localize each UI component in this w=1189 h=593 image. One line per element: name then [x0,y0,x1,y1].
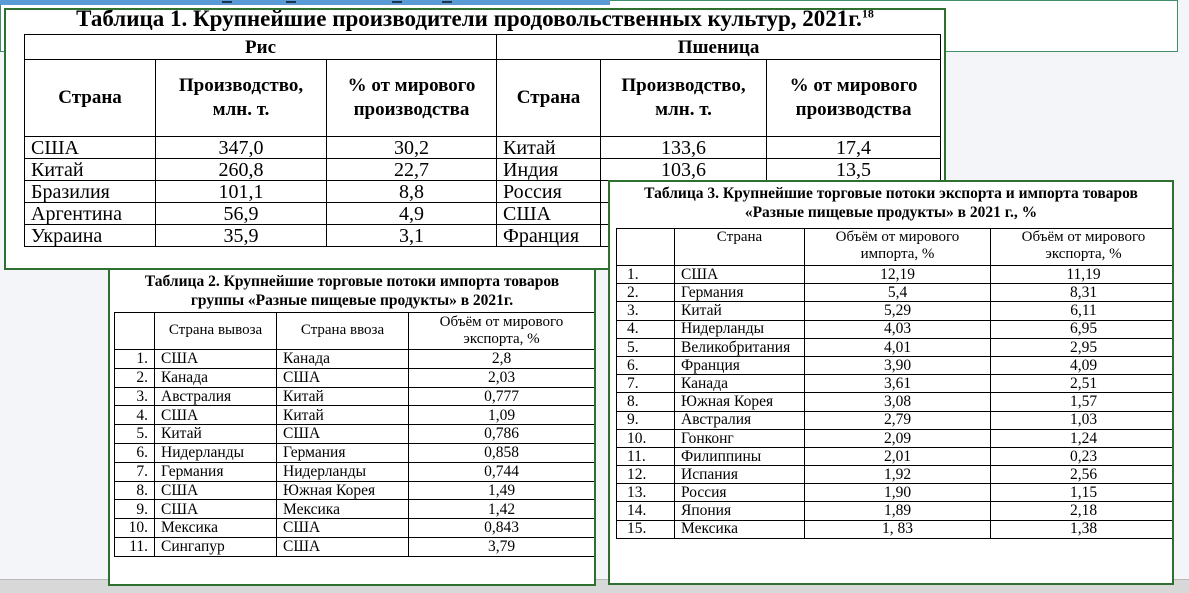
table-cell: 1,49 [409,481,595,500]
table-cell: 101,1 [156,181,327,203]
table-cell: 2,95 [991,338,1175,356]
table-cell: 2,01 [805,447,991,465]
table-cell: США [675,266,805,284]
table-cell: 1. [617,266,675,284]
table-cell: Мексика [277,500,409,519]
table-cell: 1. [115,350,155,369]
selection-highlight-strip [0,0,610,5]
table-cell: 2,56 [991,466,1175,484]
table-cell: 0,843 [409,519,595,538]
text-fragment [442,1,452,3]
table1-title-text: Таблица 1. Крупнейшие производители продовольственных культур, 2021г. [76,8,862,31]
table-cell: США [155,350,277,369]
table-cell: Китай [497,137,601,159]
table-cell: 133,6 [601,137,767,159]
table-cell: 1,89 [805,502,991,520]
table-cell: 4. [115,406,155,425]
table-row [115,443,595,462]
table-row [115,350,595,369]
column-header: Объём от мирового экспорта, % [991,229,1175,266]
table-cell: Китай [155,425,277,444]
table-cell: Великобритания [675,338,805,356]
table-cell: 5. [617,338,675,356]
table-cell: 22,7 [327,159,497,181]
table-row [617,447,1175,465]
table-row [115,406,595,425]
table-row [617,320,1175,338]
table-cell: 2,18 [991,502,1175,520]
table-cell: 10. [617,429,675,447]
column-header: % от мирового производства [327,60,497,137]
table-cell: 9. [617,411,675,429]
table-cell: 11. [617,447,675,465]
table-cell: Аргентина [25,203,156,225]
text-fragment [286,1,296,3]
table-row [617,302,1175,320]
table-cell: Франция [675,356,805,374]
table-cell: 4,01 [805,338,991,356]
table-row [617,484,1175,502]
table-cell: 0,858 [409,443,595,462]
table1-title [6,8,944,32]
table-cell: 56,9 [156,203,327,225]
table-cell: 12. [617,466,675,484]
table-cell: США [155,481,277,500]
table-cell: США [277,537,409,556]
table-cell: 2,79 [805,411,991,429]
column-header: Производство, млн. т. [601,60,767,137]
table-cell: Южная Корея [277,481,409,500]
table-cell: 8. [617,393,675,411]
table3-title [610,184,1172,222]
table-row [617,284,1175,302]
group-header-wheat: Пшеница [497,35,941,60]
table-row [617,520,1175,538]
table2-title-line1: Таблица 2. Крупнейшие торговые потоки импорта товаров [144,273,560,290]
table3 [616,228,1174,539]
table-cell: Южная Корея [675,393,805,411]
table-cell: 7. [115,462,155,481]
table-cell: Испания [675,466,805,484]
table-cell: 17,4 [767,137,941,159]
table-cell: 9. [115,500,155,519]
table-cell: 3,61 [805,375,991,393]
table-row [617,429,1175,447]
table2-image-panel [108,268,596,586]
table-row [115,462,595,481]
table-cell: 35,9 [156,225,327,247]
table-row [617,375,1175,393]
table-cell: 5,4 [805,284,991,302]
table-row [25,159,941,181]
table-row [617,393,1175,411]
table-cell: Гонконг [675,429,805,447]
column-header [115,313,155,350]
table-row [115,387,595,406]
table-cell: США [277,368,409,387]
table-cell: США [277,519,409,538]
text-fragment [222,1,232,3]
table-row [617,266,1175,284]
table2-title [110,272,594,310]
table-row [115,368,595,387]
table-row [617,466,1175,484]
table-cell: 12,19 [805,266,991,284]
table-cell: Канада [277,350,409,369]
table-cell: Мексика [155,519,277,538]
table-cell: 0,786 [409,425,595,444]
column-header: Страна [497,60,601,137]
table-cell: 4,9 [327,203,497,225]
table-cell: 1,24 [991,429,1175,447]
table-cell: Китай [25,159,156,181]
table-cell: Китай [675,302,805,320]
table-cell: 7. [617,375,675,393]
table-cell: Россия [497,181,601,203]
column-header: Объём от мирового экспорта, % [409,313,595,350]
table-cell: 1,38 [991,520,1175,538]
table-cell: 30,2 [327,137,497,159]
table-cell: Индия [497,159,601,181]
column-header: Страна вывоза [155,313,277,350]
table-cell: 3,79 [409,537,595,556]
table-cell: Канада [155,368,277,387]
table-cell: 1,90 [805,484,991,502]
table1-footnote-marker: 18 [861,8,874,21]
table-cell: США [497,203,601,225]
table-row [617,502,1175,520]
table-cell: Австралия [675,411,805,429]
table-cell: 8. [115,481,155,500]
table-cell: 103,6 [601,159,767,181]
table2-title-line2: группы «Разные пищевые продукты» в 2021г. [190,292,514,309]
table-cell: 2,51 [991,375,1175,393]
table-cell: 0,744 [409,462,595,481]
table-cell: 2,8 [409,350,595,369]
column-header [617,229,675,266]
table-cell: 3,90 [805,356,991,374]
table-row [617,338,1175,356]
table-cell: США [155,406,277,425]
table-cell: Франция [497,225,601,247]
table-cell: Китай [277,406,409,425]
table-row [617,356,1175,374]
table-cell: 3,08 [805,393,991,411]
table-row [115,425,595,444]
table-cell: 2,09 [805,429,991,447]
table-cell: 5,29 [805,302,991,320]
table-cell: 1,42 [409,500,595,519]
table-cell: 13,5 [767,159,941,181]
table-cell: 3. [115,387,155,406]
text-fragment [392,1,402,3]
table-cell: 1,57 [991,393,1175,411]
table-cell: Китай [277,387,409,406]
table3-header-row [617,229,1175,266]
table-cell: 3. [617,302,675,320]
table-cell: 4. [617,320,675,338]
table-cell: 10. [115,519,155,538]
table-cell: Мексика [675,520,805,538]
table-cell: 4,09 [991,356,1175,374]
table-cell: Япония [675,502,805,520]
table-cell: Сингапур [155,537,277,556]
table-cell: 1,03 [991,411,1175,429]
table-cell: 2. [617,284,675,302]
table3-title-line2: «Разные пищевые продукты» в 2021 г., % [744,204,1038,221]
table-cell: Нидерланды [277,462,409,481]
table-cell: 347,0 [156,137,327,159]
table-cell: США [25,137,156,159]
table-row [25,137,941,159]
table-cell: Нидерланды [155,443,277,462]
table-cell: 2,03 [409,368,595,387]
table-row [617,411,1175,429]
table-cell: 8,31 [991,284,1175,302]
column-header: Производство, млн. т. [156,60,327,137]
table-cell: Канада [675,375,805,393]
table-cell: 1,09 [409,406,595,425]
column-header: Объём от мирового импорта, % [805,229,991,266]
column-header: % от мирового производства [767,60,941,137]
table-cell: Германия [155,462,277,481]
table-row [115,500,595,519]
table-cell: 0,23 [991,447,1175,465]
table-row [115,519,595,538]
table-cell: 6,95 [991,320,1175,338]
table-cell: 1,92 [805,466,991,484]
table-cell: 6. [115,443,155,462]
table-cell: Нидерланды [675,320,805,338]
table-cell: 11. [115,537,155,556]
table2-header-row [115,313,595,350]
table2 [114,312,595,557]
table-cell: 8,8 [327,181,497,203]
table-cell: 11,19 [991,266,1175,284]
table-cell: Германия [675,284,805,302]
table-cell: Бразилия [25,181,156,203]
table-cell: 1, 83 [805,520,991,538]
table-cell: Филиппины [675,447,805,465]
table-cell: Украина [25,225,156,247]
table-cell: 6. [617,356,675,374]
table-cell: 6,11 [991,302,1175,320]
table1-group-header-row [25,35,941,60]
table-cell: 13. [617,484,675,502]
table-cell: 2. [115,368,155,387]
table-cell: США [155,500,277,519]
table-cell: Германия [277,443,409,462]
table-cell: США [277,425,409,444]
table-row [115,537,595,556]
table-cell: Австралия [155,387,277,406]
column-header: Страна ввоза [277,313,409,350]
table-cell: 4,03 [805,320,991,338]
group-header-rice: Рис [25,35,497,60]
table-cell: 0,777 [409,387,595,406]
table-cell: 1,15 [991,484,1175,502]
table-cell: 5. [115,425,155,444]
table-cell: Россия [675,484,805,502]
table-cell: 260,8 [156,159,327,181]
table-cell: 14. [617,502,675,520]
table-cell: 3,1 [327,225,497,247]
table-cell: 15. [617,520,675,538]
table3-title-line1: Таблица 3. Крупнейшие торговые потоки экспорта и импорта товаров [644,185,1138,202]
table1-column-header-row [25,60,941,137]
table3-image-panel [608,180,1174,585]
table-row [115,481,595,500]
column-header: Страна [675,229,805,266]
column-header: Страна [25,60,156,137]
